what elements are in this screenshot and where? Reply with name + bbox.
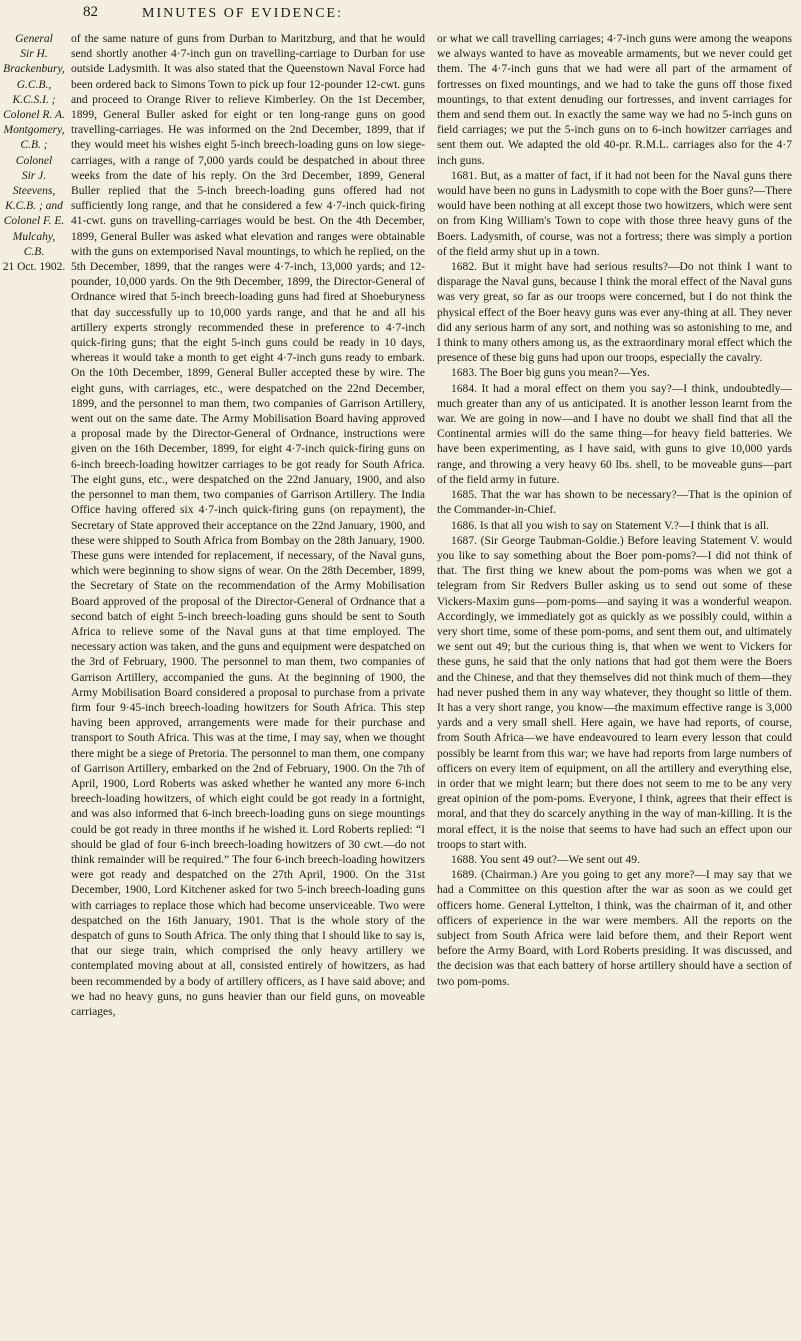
- page-header: [0, 0, 801, 28]
- paragraph: 1682. But it might have had serious results?—Do not think I want to disparage the Naval guns, because I think the moral effect of the Naval guns was very great, so far as our troops were concerned, but I do not think the physical effect of the Boer heavy guns was ever any-thing at all. They never did any serious harm of any sort, and nothing was so astonishing to me, and I think to many others among us, as the extraordinary moral effect which the presence of these big guns had upon our troops, especially the cavalry.: [437, 261, 792, 365]
- running-head: MINUTES OF EVIDENCE:: [142, 6, 343, 21]
- paragraph: or what we call travelling carriages; 4·7-inch guns were among the weapons we always wanted to have as moveable armaments, but we never could get them. The 4·7-inch guns that we had were all part of the armament of fortresses on fixed mountings, and we had to take the guns off those fixed mountings, to that extent denuding our fortresses, and invent carriages for them and send them out. In exactly the same way we had no 5-inch guns on field carriages; we put the 5-inch guns on to 6-inch howitzer carriages and sent them out. We adapted the old 40-pr. R.M.L. carriages also for the 4·7 inch guns.: [437, 33, 792, 167]
- margin-line: Colonel: [15, 154, 53, 167]
- margin-line: Colonel R. A.: [3, 109, 65, 122]
- paragraph: of the same nature of guns from Durban to Maritzburg, and that he would send shortly another 4·7-inch gun on travelling-carriage to Durban for use outside Ladysmith. It was also stated that the Queenstown Naval Force had been ordered back to Simons Town to pick up four 12-pounder 12-cwt. guns and proceed to Orange River to relieve Kimberley. On the 1st December, 1899, General Buller asked for eight or ten long-range guns on good travelling-carriages. He was informed on the 2nd December, 1899, that if they would meet his wishes eight 5-inch breech-loading guns on low siege-carriages, with a range of 7,000 yards could be despatched in about three weeks from the date of his reply. On the 3rd December, 1899, General Buller replied that the 5-inch breech-loading guns offered had not sufficiently long range, and that he considered a few 4·7-inch quick-firing 41-cwt. guns on travelling-carriages would be best. On the 4th December, 1899, General Buller was asked what elevation and ranges were obtainable with the guns on extemporised Naval mountings, to which he replied, on the 5th December, 1899, that the ranges were 4·7-inch, 13,000 yards; and 12-pounder, 10,000 yards. On the 9th December, 1899, the Director-General of Ordnance wired that 5-inch breech-loading guns had fired at Shoeburyness that day successfully up to 10,000 yards range, and that he and all his artillery experts strongly recommended these in preference to 4·7-inch quick-firing guns; that the eight 5-inch guns could be ready in 10 days, whereas it would take a month to get eight 4·7-inch guns ready to embark. On the 10th December, 1899, General Buller accepted these by wire. The eight guns, with carriages, etc., were despatched on the 22nd December, 1899, and the personnel to man them, two companies of Garrison Artillery, went out on the same date. The Army Mobilisation Board having approved a proposal made by the Director-General of Ordnance, instructions were given on the 16th December, 1899, for eight 4·7-inch quick-firing guns on 6-inch breech-loading howitzer carriages to be got ready for South Africa. The eight guns, etc., were despatched on the 22nd January, 1900, and also the personnel to man them, two companies of Garrison Artillery. The India Office having offered six 4·7-inch quick-firing guns (on repayment), the Secretary of State approved their acceptance on the 22nd January, 1900, and these were shipped to South Africa from Bombay on the 28th January, 1900. These guns were intended for replacement, if necessary, of the Naval guns, which were beginning to show signs of wear. On the 28th December, 1899, the Secretary of State on the recommendation of the Army Mobilisation Board approved of the proposal of the Director-General of Ordnance that a second batch of eight 5-inch breech-loading guns should be sent to South Africa to relieve some of the Naval guns at that time employed. The necessary action was taken, and the guns and equipment were despatched on the 3rd of February, 1900. The personnel to man them, two companies of Garrison Artillery, accompanied the guns. At the beginning of 1900, the Army Mobilisation Board considered a proposal to purchase from a private firm four 9·45-inch breech-loading howitzers for South Africa. This step having been approved, arrangements were made for their purchase and transport to South Africa. This was at the time, I may say, when we thought there might be a siege of Pretoria. The personnel to man them, one company of Garrison Artillery, embarked on the 2nd of February, 1900. On the 7th of April, 1900, Lord Roberts was asked whether he wanted any more 6-inch breech-loading howitzers, of which eight could be got ready in a fortnight, and was also informed that 6-inch breech-loading guns on siege mountings could be got ready in three months if he wished it. Lord Roberts replied: “I should be glad of four 6-inch breech-loading howitzers of 30 cwt.—do not think remainder will be required.” The four 6-inch breech-loading howitzers were got ready and despatched on the 27th April, 1900. On the 31st December, 1900, Lord Kitchener asked for two 5-inch breech-loading guns with carriages to replace those which had become unserviceable. Two were despatched on the 16th January, 1901. That is the whole story of the despatch of guns to South Africa. The only thing that I should like to say is, that our siege train, which comprised the only heavy artillery we contemplated moving about at all, consisted entirely of howitzers, as had been recommended by a body of artillery officers, as I have said above; and we had no heavy guns, no guns heavier than our field guns, on moveable carriages,: [71, 33, 425, 1018]
- margin-line: K.C.B. ; and: [5, 200, 63, 213]
- paragraph: 1687. (Sir George Taubman-Goldie.) Before leaving Statement V. would you like to say something about the Boer pom-poms?—I did not think of that. The first thing we knew about the pom-poms was when we got a telegram from Sir Redvers Buller asking us to send out some of these Vickers-Maxim guns—pom-poms—and saying it was a wonderful weapon. Accordingly, we immediately got as quickly as we possibly could, within a very short time, some of these pom-poms, and sent them out, and ultimately we sent out 49; but the curious thing is, that when we went to Vickers for these guns, he said that the only nations that had got them were the Boers and the Chinese, and that they themselves did not think much of them—they had never pushed them in any way whatever, they thought so little of them. It has a very short range, you know—the maximum effective range is 3,000 yards and a very small shell. Here again, we have had reports, of course, from South Africa—we have endeavoured to learn every lesson that could possibly be learnt from this war; we have had reports from large numbers of officers on every item of equipment, on all the artillery and everything else, in order that we might learn; but there does not seem to me to be any very great opinion of the pom-poms. Everyone, I think, agrees that their effect is moral, and that they do scarcely anything in the way of man-killing. It is the moral effect, it is the noise that seems to have had such an effect upon our troops to start with.: [437, 534, 792, 851]
- margin-date: 21 Oct. 1902.: [2, 261, 66, 274]
- margin-line: Mulcahy, C.B.: [12, 230, 56, 258]
- margin-line: G.C.B.,: [16, 78, 52, 91]
- margin-line: Brackenbury,: [3, 63, 65, 76]
- margin-line: Colonel F. E.: [3, 215, 65, 228]
- paragraph: 1688. You sent 49 out?—We sent out 49.: [451, 853, 640, 866]
- paragraph: 1685. That the war has shown to be necessary?—That is the opinion of the Commander-in-Chief.: [437, 489, 792, 517]
- margin-line: Sir H.: [20, 48, 48, 61]
- margin-line: K.C.S.I. ;: [12, 93, 56, 106]
- paragraph: 1683. The Boer big guns you mean?—Yes.: [451, 367, 650, 380]
- margin-line: General: [15, 33, 53, 45]
- margin-line: Montgomery,: [3, 124, 65, 137]
- right-column: [437, 32, 792, 990]
- left-column: [71, 32, 425, 1020]
- paragraph: 1681. But, as a matter of fact, if it had not been for the Naval guns there would have been no guns in Ladysmith to cope with the Boer guns?—There would have been nothing at all except those two howitzers, which were sent on from King William's Town to cope with those three heavy guns of the Boers. Ladysmith, of course, was not a fortress; there was simply a portion of the field army shut up in a town.: [437, 169, 792, 258]
- paragraph: 1684. It had a moral effect on them you say?—I think, undoubtedly—much greater than any of us anticipated. It is another lesson learnt from the war. We are going in now—and I have no doubt we shall find that all the Continental armies will do the same thing—for heavy field batteries. We have been experimenting, as I have said, with guns to give 10,000 yards range, and throwing a very heavy 60 lbs. shell, to be moveable guns—part of the field army in future.: [437, 382, 792, 486]
- margin-line: Sir J.: [21, 169, 47, 182]
- margin-witness-names: [2, 32, 66, 275]
- margin-line: Steevens,: [12, 185, 56, 198]
- paragraph: 1689. (Chairman.) Are you going to get any more?—I may say that we had a Committee on this question after the war as soon as we could get officers home. General Lyttelton, I think, was the chairman of it, and other officers of experience in the war were members. All the reports on the subject from South Africa were laid before them, and their Report went before the Army Board, with Lord Roberts presiding. It was discussed, and the decision was that each battery of horse artillery should have a section of two pom-poms.: [437, 869, 792, 988]
- paragraph: 1686. Is that all you wish to say on Statement V.?—I think that is all.: [451, 519, 770, 532]
- margin-line: C.B. ;: [20, 139, 48, 152]
- page-number: 82: [83, 4, 98, 20]
